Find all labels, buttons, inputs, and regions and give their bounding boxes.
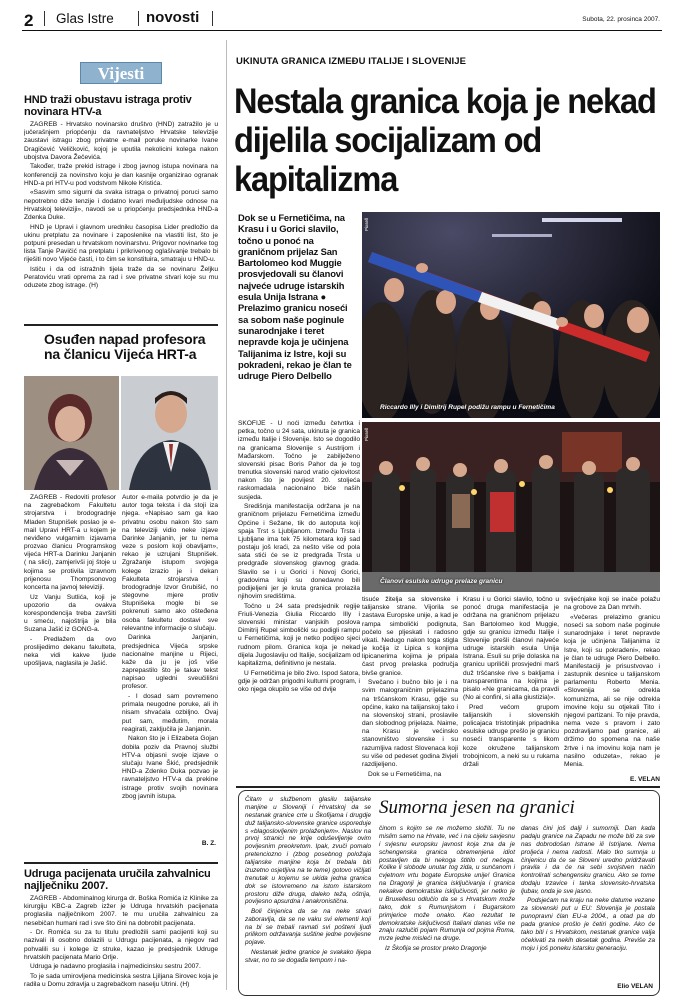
commentary-byline: Elio VELAN bbox=[617, 982, 653, 990]
article-paragraph: Iz Škofija se prostor preko Dragonje bbox=[385, 944, 487, 952]
issue-date: Subota, 22. prosinca 2007. bbox=[582, 16, 660, 23]
ceremony-photo-icon bbox=[362, 212, 660, 418]
paper-name: Glas Istre bbox=[56, 11, 114, 26]
photo-caption-2: Članovi esulske udruge prelaze granicu bbox=[380, 577, 503, 585]
article-paragraph: ZAGREB - Redoviti profesor na zagrebačkom Fakultetu strojarstva i brodogradnje Mladen Stupnišek poslao je e-mail Upravi HRT-a u kojem je neviđeno vulgarnim izjavama prozvao članicu Programskog vijeća HRT-a Darinku Janjanin ( na slici), zamjerivši joj štoje u kojima se protivila izravnom prijenosu Thompsonovog koncerta na javnoj televiziji. bbox=[24, 494, 116, 591]
article-paragraph: Krasu i u Gorici slavilo, točno u ponoć druga manifestacija je održana na graničnom prijelazu San Bartolomeo kod Muggie, gdje su granicu između Italije i Slovenije prešli članovi najveće udruge istarskih esula Unija Istrana. Esuli su prije dolaska na granicu upriličili prosvjedni marš duž tršćanske rive s bakljama i transparentima na kojima je pisalo «Ne granicama, da pravdi (No ai confini, si alla giustizia)». bbox=[463, 596, 559, 702]
commentary-col-1 bbox=[379, 825, 515, 954]
article-paragraph: ZAGREB - Abdominalnog kirurga dr. Boška Romića iz Klinike za kirurgiju KBC-a Zagreb izžer je Udruga hrvatskih pacijenata proglasila najlječnikom 2007. te mu uručila zahvalnicu za nesebičan humani rad i sve što čini na dobrobit pacijenata. bbox=[24, 895, 218, 927]
article-paragraph: - Dr. Romića su za tu titulu predložili sami pacijenti koji su nazivali ili osobno dolazili u Udrugu pacijenata, a njegov rad pohvalili su i kolege iz struke, kazao je predsjednik Udruge hrvatskih pacijenata Mario Orlje. bbox=[24, 929, 218, 961]
commentary-title: Sumorna jesen na granici bbox=[379, 797, 575, 818]
article-paragraph: Točno u 24 sata predsjednik regije Friuli-Venezia Giulia Riccardo Illy i slovenski ministar vanjskih poslova Dimitrij Rupel simbolički su podigli rampu u Fernetičima, koji je netko podijeo sjeci rudnom pilom. Granica koja je nekad dijela Jugoslaviju od Italije, socijalizam od kapitalizma, definitivno je nestala. bbox=[238, 602, 360, 667]
sidebar-label: Vijesti bbox=[97, 64, 145, 83]
section-name: novosti bbox=[146, 9, 200, 26]
article-paragraph: «Sasvim smo sigurni da svaka istraga o privatnoj poruci samo nepotrebno diže tenzije i dodatno kvari međuljudske odnose na Hrvatskoj televiziji», navodi se u priopćenju predsjednika HND-a Zdenka Duke. bbox=[24, 189, 218, 221]
article-paragraph: Pred večom grupom talijanskih i slovenskih policajaca tristotinjak pripadnika esulske udruge prešlo je granicu noseći transparente s likom koze okružene talijanskom trobojnicom, a neki su u rukama držali bbox=[463, 703, 559, 768]
article-column-right bbox=[122, 494, 218, 802]
sidebar-article-pacijenti bbox=[24, 868, 218, 994]
article-paragraph: ZAGREB - Hrvatsko novinarsko društvo (HND) zatražilo je u jučerašnjem priopćenju da ravnateljstvo Hrvatske televizije zaustavi istragu zbog privatne e-mail poruke novinarke Ivane Dragičević Veličković, kojoj je uputila nekolicini kolega nakon ubojstva Davora Žečevića. bbox=[24, 121, 218, 161]
article-paragraph: Nakon što je i Elizabeta Gojan dobila poziv da Pravnoj službi HTV-a objasni svoje izjave o slučaju Ivane Škić, predsjednik HND-a Zdenko Duka pozvao je ravnateljstvo HTV-a da prekine istrage protiv svojih novinara zbog javnih istupa. bbox=[122, 735, 218, 800]
photo-credit: Pixsell bbox=[364, 428, 369, 442]
article-paragraph: Svečano i bučno bilo je i na svim malograničnim prijelazima na tršćanskom Krasu, gdje su općine, kako na talijanskoj tako i na slovenskoj strani, proslavile dan slobodnog prijelaza. Naime, na Krasu je većinsko stanovništvo slovenske i su razumljiva radost Slovenaca koji su više od pedeset godina živjeli razdijeljeno. bbox=[362, 679, 458, 768]
article-paragraph: Boli činjenica da se na neke stvari zaboravlja, da se ne vaku svi elementi koji na bi se trebali ravnati svi pošteni ljudi prilikom održavanja suštine jedne povijesne pojave. bbox=[245, 907, 371, 947]
commentary-intro bbox=[245, 796, 371, 966]
article-body-col-3 bbox=[564, 596, 660, 782]
article-paragraph: Također, traže prekid istrage i zbog javnog istupa novinara na konferenciji za novinstvo koju je dan kasnije organizirao ogranak HND-a pri HTV-u pod vodstvom Nikole Kristića. bbox=[24, 163, 218, 187]
article-body-col-1 bbox=[362, 596, 458, 782]
article-paragraph: tisuće žitelja sa slovenske i talijanske strane. Vijorila se zastava Europske unije, a kad je rampa simbolički podignuta, počelo se pljeskati i radosno vikati. Nedugo nakon toga stigla je kočija iz Lipica s konjima lipicanerima kojima je pripala čast prvog prelaska područja bivše granice. bbox=[362, 596, 458, 677]
article-paragraph: Nestanak jedne granice je svakako lijepa stvar, no to se događa tempom i na- bbox=[245, 948, 371, 964]
article-paragraph: To je sada umirovljena medicinska sestra Ljiljana Sirovec koja je radila u Domu zdravlja u zagrebačkom naselju Utrini. (H) bbox=[24, 973, 218, 989]
commentary-col-2 bbox=[521, 825, 655, 954]
sidebar-article-hnd bbox=[24, 94, 218, 320]
article-title: HND traži obustavu istraga protiv novinara HTV-a bbox=[24, 94, 192, 118]
procession-photo-icon bbox=[362, 422, 660, 592]
article-paragraph: Darinka Janjanin, predsjednica Vijeća srpske nacionalne manjine u Rijeci, kaže da ju je još više zaprepastilo što je takav tekst napisao ugledni sveučilišni profesor. bbox=[122, 634, 218, 691]
article-title: Osuđen napad profesora na članicu Vijeća HRT-a bbox=[44, 332, 206, 362]
article-paragraph: «Večeras prelazimo granicu noseći sa sobom naše poginule sunarodnjake i teret nepravde koja je učinjena Talijanima iz Istre, koji su pokradeni», rekao je član te udruge Piero Delbello. Manifestaciji je prisustvovao i zastupnik desnice u talijanskom parlamentu Roberto Menia. «Slovenija se odrekla komunizma, ali se nije odrekla imovine koju su otjekali Tito i njegovi partizani. To nije pravda, nema veze s pravom i zato pozdravljamo pad granice, ali držimo do spomena na naše žrtve i na imovinu koja nam je nasilno oduzeta», rekao je Menia. bbox=[564, 613, 660, 768]
article-paragraph: - Predlažem da ovo proslijedimo dekanu fakulteta, neka vidi kakve ljude upošljava, naglasila je Jašić. bbox=[24, 635, 116, 668]
article-body-col-2 bbox=[463, 596, 559, 782]
article-paragraph: Središnja manifestacija održana je na graničnom prijelazu Fernetičima između Općine i Sežane, tik do autoputa koji spaja Trst s Ljubljanom. Između Trsta i Ljubljane ima tek 75 kilometara koji sad postaju još kraći, za nešto više od pola sata stići će se iz predgrađa Trsta u predgrađe slovenskog glavnog grada. Slavilo se i u Gorici i Novoj Gorici, gradovima koji su donedavno bili podijeljeni jer je kruta granica prolazila njihovim središtima. bbox=[238, 503, 360, 601]
article-paragraph: Podsjećam na kraju na neke datume vezane za slovenski put u EU: Slovenija je postala punopravni član EU-a 2004., a otad pa do pada granice prošlo je četiri godine. Ako će tako biti i s Hrvatskom, nestanak granice valja očekivati za nekih desetak godina. Previše za moju i još poneku istarsku generaciju. bbox=[521, 897, 655, 952]
article-byline: E. VELAN bbox=[630, 776, 660, 783]
photo-border-procession bbox=[362, 422, 660, 592]
article-paragraph: danas čini još dalji i sumorniji. Dan kada padaju granice na Zapadu ne može biti za sve nas dobrodošan Istrane ili Istrijane. Nema proljeća i nema radosti. Malo tko sumnja u činjenicu da će se Sloveni uredno pridržavati pravila i da će na sebi svojstven način kontrolirati schengensku granicu. Ako se tome dodaju trzavice i tanka slovensko-hrvatska ljubav, onda je sve jasno. bbox=[521, 825, 655, 895]
article-paragraph: Ističu i da od istražnih tijela traže da se novinaru Željku Peratoviću vrati oprema za rad i sve privatne stvari koje su mu oduzete zbog istrage. (H) bbox=[24, 265, 218, 290]
article-body-lead bbox=[238, 420, 360, 782]
article-paragraph: Udruga je nadavno proglasila i najmedicinsku sestru 2007. bbox=[30, 963, 201, 971]
article-byline: B. Z. bbox=[201, 840, 216, 847]
article-paragraph: ŠKOFIJE - U noći između četvrtka i petka, točno u 24 sata, ukinuta je granica između Italije i Slovenije. Isto se dogodilo na granicama Slovenije s Austrijom i Mađarskom. Točno je zabilježeno slovenski pisac Boris Pahor da je tog trenutka slovenski narod vratio cjelovitost nakon što je povijest 20. stoljeća raskomadala nacionalno biće naših susjeda. bbox=[238, 420, 360, 501]
sidebar-label-box bbox=[80, 62, 162, 84]
article-paragraph: - I dosad sam povremeno primala neugodne poruke, ali ih nisam shvaćala ozbiljno. Ovaj put sam, međutim, morala reagirati, zaključila je Janjanin. bbox=[122, 693, 218, 733]
man-portrait-icon bbox=[121, 376, 218, 490]
article-column-left bbox=[24, 494, 116, 670]
page-number: 2 bbox=[24, 11, 34, 30]
article-paragraph: HND je Upravi i glavnom uredniku časopisa Lider predložio da ukinu pretplatu za novinare i zaposlenike na vlastiti list, što je potpuni presedan u hrvatskom novinarstvu. Prigovor novinarke tog lista Tanje Pavičić na pretplatu i prikrivenog oglašivanje trebalo bi riješiti novo Vijeće časti, i to čim se konstituira, smatraju u HND-u. bbox=[24, 223, 218, 264]
article-paragraph: Autor e-maila potvrdio je da je autor toga teksta i da stoji iza njega. «Napisao sam ga kao privatnu osobu nakon što sam na televiziji vidio neke izjave Darinke Janjanin, jer tu nema veze s poslom koji obavljam», rekao je uzrujani Stupnišek. Zgražanje istupom svojega kolege izrazio je i dekan Fakulteta strojarstva i brodogradnje Izvor Grubišić, no stegovne mjere protiv Stupnišeka mogle bi se pokrenuti samo ako ošteđena osoba fakultetu dostavi sve relevantne informacije o slučaju. bbox=[122, 494, 218, 632]
commentary-box bbox=[238, 790, 660, 996]
article-paragraph: Uz Vanju Sutlića, koji je upozorio da ovakva korespondencija treba završiti u smeću, najoštrija je bila Suzana Jašić iz GONG-a. bbox=[24, 593, 116, 634]
photo-credit: Pixsell bbox=[364, 218, 369, 232]
article-deck: Dok se u Fernetičima, na Krasu i u Gorici slavilo, točno u ponoć na graničnom prijelaz San Bartolomeo kod Muggie prosvjedovali su članovi najveće udruge istarskih esula Unija Istrana ● Prelazimo granicu noseći sa sobom naše poginule sunarodnjake i teret nepravde koja je učinjena Talijanima iz Istre, koji su pokradeni, rekao je član te udruge Piero Delbello bbox=[238, 212, 352, 382]
article-title: Udruga pacijenata uručila zahvalnicu najlječniku 2007. bbox=[24, 868, 211, 892]
article-kicker: UKINUTA GRANICA IZMEĐU ITALIJE I SLOVENIJE bbox=[236, 56, 467, 67]
article-paragraph: Dok se u Fernetičima, na bbox=[368, 770, 442, 778]
photo-man bbox=[121, 376, 218, 490]
article-paragraph: činom s kojim se ne možemo složiti. Tu ne mislim samo na Hrvate, već i na cijelu savjesnu i svjesnu europsku javnost koja zna da je schengenska granica obremenjena idiot postavljen da bi nekoga štitilo od nečega. Kolike li slobode unutar tog zida, u sunčanom i cvjetnom vrtu bogate Europske unije! Granica na Dragonji je granica isključivanja i granica nekakve demokratske isključivosti, jer netko je u Bruxellesu odlučio da se s Hrvatskom može tako, dok s Rumunjskom i Bugarskom primjerice može onako. Kao rezultat te demokratske isključivosti Italiani danas više ne znaju razlučiti pojam Rumunja od pojma Roma, mrze jedne misleći na druge. bbox=[379, 825, 515, 943]
photo-caption-1: Riccardo Illy i Dimitrij Rupel podižu rampu u Fernetičima bbox=[380, 403, 555, 411]
sidebar-article-hrt bbox=[24, 332, 218, 852]
main-headline: Nestala granica koja je nekad dijelila socijalizam od kapitalizma bbox=[234, 82, 656, 199]
photo-border-ceremony bbox=[362, 212, 660, 418]
woman-portrait-icon bbox=[24, 376, 119, 490]
article-paragraph: U Fernetičima je bilo živo. Ispod šatora, gdje je održan prigodni kulturni program, i oko njega okupilo se više od dvije bbox=[238, 669, 360, 693]
page-header bbox=[22, 6, 662, 32]
photo-woman bbox=[24, 376, 119, 490]
article-paragraph: svijećnjake koji se inače polažu na grobove za Dan mrtvih. bbox=[564, 596, 660, 612]
article-paragraph: Čitam u službenom glasilu talijanske manjine u Sloveniji i Hrvatskoj da se nestanak granice crte u Škofijama i drugdje duž talijansko-slovenske granice usporeduje s «blagoslovljenim prolaženjem». Naslov na prvoj stranici ne krije oduševljenje ovim povijesnim preokretom. Ipak, zvuči pomalo pretenciozno i (zbog posebnog položaja talijanske manjine koja bi trebala biti izuzetno osjetljiva na te teme) gotovo vičljati trenutak u kojemu se ukida jedna granica dok se istovremeno na istom istarskom prostoru diže druga, daleko teža, oštrija, povijesno apsurdna i anakronistična. bbox=[245, 796, 371, 906]
